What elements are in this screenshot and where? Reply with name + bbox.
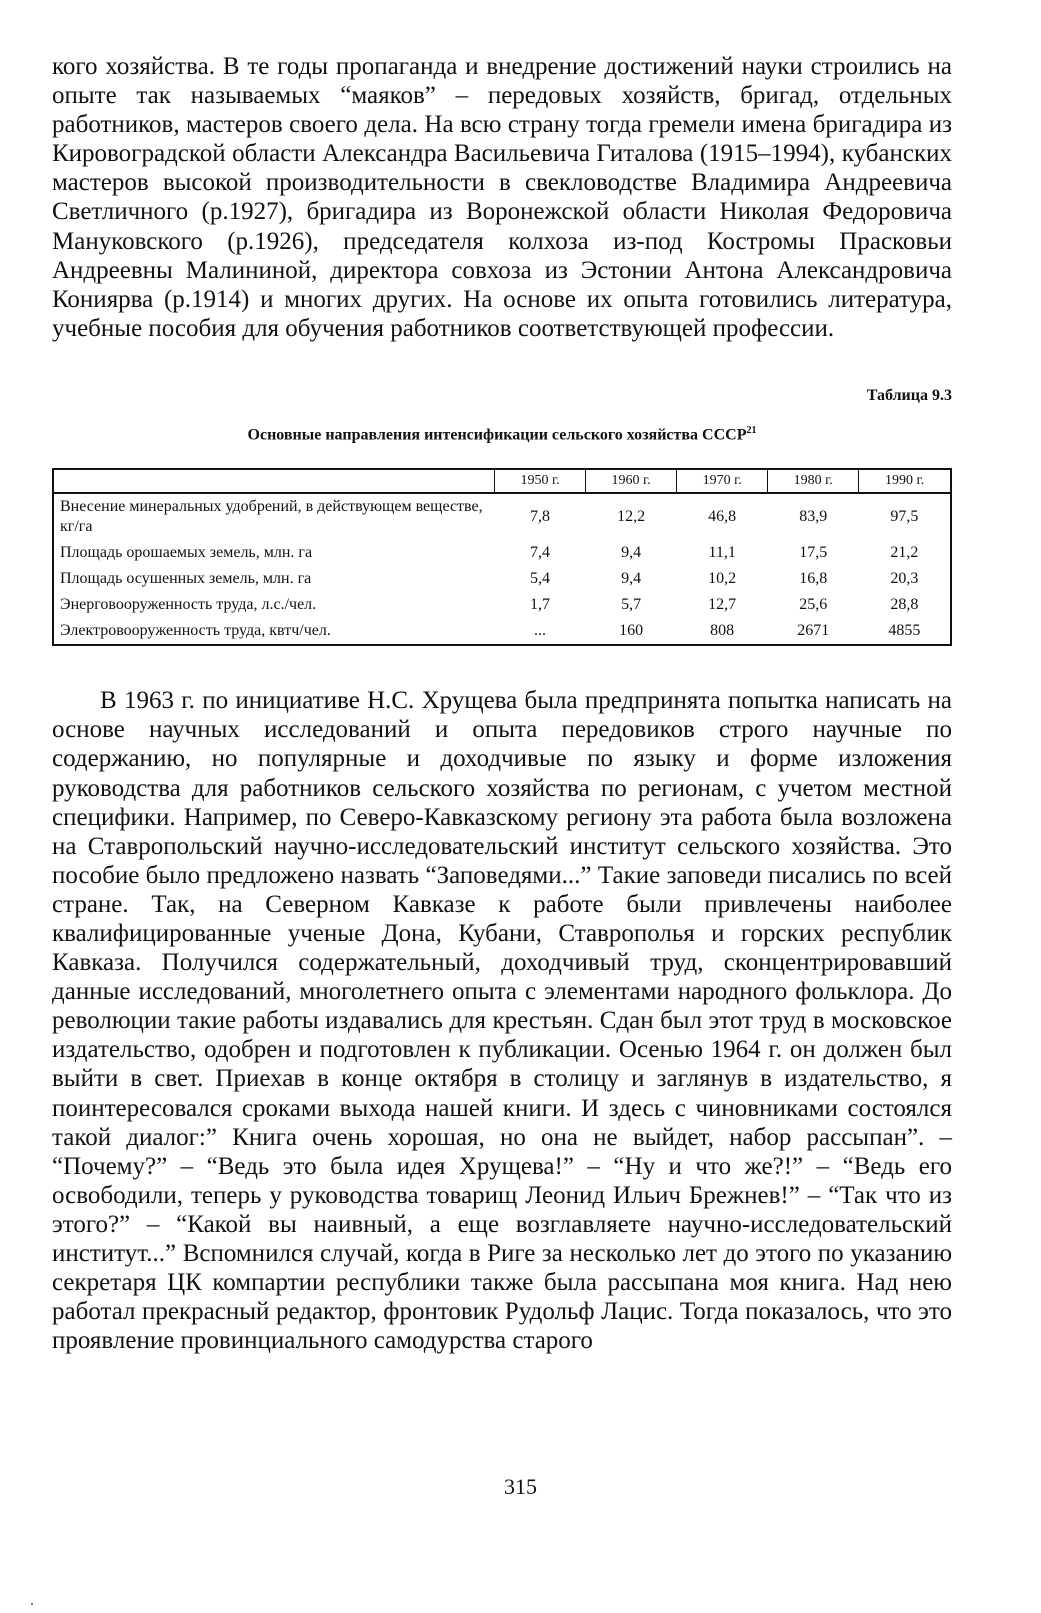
table-cell: 5,4 xyxy=(530,570,551,588)
table-row xyxy=(53,618,951,645)
page-mark: . xyxy=(30,1592,34,1609)
table-cell: 46,8 xyxy=(708,508,737,526)
table-cell: 16,8 xyxy=(799,570,828,588)
table-title-text: Основные направления интенсификации сельского хозяйства СССР xyxy=(247,426,747,444)
table-cell: 9,4 xyxy=(621,544,642,562)
table-header-row xyxy=(53,469,951,493)
table-cell: ... xyxy=(495,618,586,645)
table-cell: 83,9 xyxy=(799,508,828,526)
table-cell: 1,7 xyxy=(530,596,551,614)
table-cell: 25,6 xyxy=(799,596,828,614)
table-cell: 5,7 xyxy=(621,596,642,614)
table-row xyxy=(53,493,951,540)
table-cell: 28,8 xyxy=(859,592,951,618)
column-header: 1950 г. xyxy=(495,469,586,493)
page-number: 315 xyxy=(504,1474,537,1499)
column-header: 1960 г. xyxy=(586,469,677,493)
table-corner-cell xyxy=(53,469,495,493)
table-footnote-ref: 21 xyxy=(746,424,757,436)
paragraph-main: В 1963 г. по инициативе Н.С. Хрущева была предпринята попытка написать на основе научных исследований и опыта передовиков строго научные по содержанию, но популярные и доходчивые по языку и форме изложения руководства для работников сельского хозяйства по регионам, с учетом местной специфики. Например, по Северо-Кавказскому региону эта работа была возложена на Ставропольский научно-исследовательский институт сельского хозяйства. Это пособие было предложено назвать “Заповедями...” Такие заповеди писались по всей стране. Так, на Северном Кавказе к работе были привлечены наиболее квалифицированные ученые Дона, Кубани, Ставрополья и горских республик Кавказа. Получился содержательный, доходчивый труд, сконцентрировавший данные исследований, многолетнего опыта с элементами народного фольклора. До революции такие работы издавались для крестьян. Сдан был этот труд в московское издательство, одобрен и подготовлен к публикации. Осенью 1964 г. он должен был выйти в свет. Приехав в конце октября в столицу и заглянув в издательство, я поинтересовался сроками выхода нашей книги. И здесь с чиновниками состоялся такой диалог:” Книга очень хорошая, но она не выйдет, набор рассыпан”. – “Почему?” – “Ведь это была идея Хрущева!” – “Ну и что же?!” – “Ведь его освободили, теперь у руководства товарищ Леонид Ильич Брежнев!” – “Так что из этого?” – “Какой вы наивный, а еще возглавляете научно-исследовательский институт...” Вспомнился случай, когда в Риге за несколько лет до этого по указанию секретаря ЦК компартии республики также была рассыпана моя книга. Над нею работал прекрасный редактор, фронтовик Рудольф Лацис. Тогда показалось, что это проявление провинциального самодурства старого xyxy=(52,687,952,1355)
column-header: 1980 г. xyxy=(768,469,859,493)
page-content xyxy=(52,52,952,1355)
table-row xyxy=(53,566,951,592)
table-cell: 4855 xyxy=(859,618,951,645)
table-cell: 9,4 xyxy=(621,570,642,588)
table-row xyxy=(53,540,951,566)
table-title xyxy=(52,425,952,444)
column-header: 1990 г. xyxy=(859,469,951,493)
table-cell: 7,4 xyxy=(530,544,551,562)
row-label: Электровооруженность труда, квтч/чел. xyxy=(53,618,495,645)
table-number: Таблица 9.3 xyxy=(866,386,952,404)
statistics-table xyxy=(52,468,952,646)
table-cell: 160 xyxy=(586,618,677,645)
table-cell: 17,5 xyxy=(799,544,828,562)
table-row xyxy=(53,592,951,618)
table-cell: 808 xyxy=(677,618,768,645)
column-header: 1970 г. xyxy=(677,469,768,493)
table-cell: 12,7 xyxy=(708,596,737,614)
table-cell: 10,2 xyxy=(708,570,737,588)
paragraph-intro: кого хозяйства. В те годы пропаганда и внедрение достижений науки строились на опыте так называемых “маяков” – передовых хозяйств, бригад, отдельных работников, мастеров своего дела. На всю страну тогда гремели имена бригадира из Кировоградской области Александра Васильевича Гиталова (1915–1994), кубанских мастеров высокой производительности в свекловодстве Владимира Андреевича Светличного (р.1927), бригадира из Воронежской области Николая Федоровича Мануковского (р.1926), председателя колхоза из-под Костромы Прасковьи Андреевны Малининой, директора совхоза из Эстонии Антона Александровича Конияpва (р.1914) и многих других. На основе их опыта готовились литература, учебные пособия для обучения работников соответствующей профессии. xyxy=(52,53,952,342)
table-cell: 7,8 xyxy=(530,508,551,526)
table-cell: 2671 xyxy=(768,618,859,645)
table-cell: 21,2 xyxy=(859,540,951,566)
row-label: Внесение минеральных удобрений, в действующем веществе, кг/га xyxy=(53,493,495,540)
table-cell: 97,5 xyxy=(859,493,951,540)
row-label: Площадь орошаемых земель, млн. га xyxy=(53,540,495,566)
row-label: Площадь осушенных земель, млн. га xyxy=(53,566,495,592)
table-cell: 20,3 xyxy=(859,566,951,592)
table-cell: 11,1 xyxy=(708,544,736,562)
row-label: Энерговооруженность труда, л.с./чел. xyxy=(53,592,495,618)
table-cell: 12,2 xyxy=(617,508,646,526)
